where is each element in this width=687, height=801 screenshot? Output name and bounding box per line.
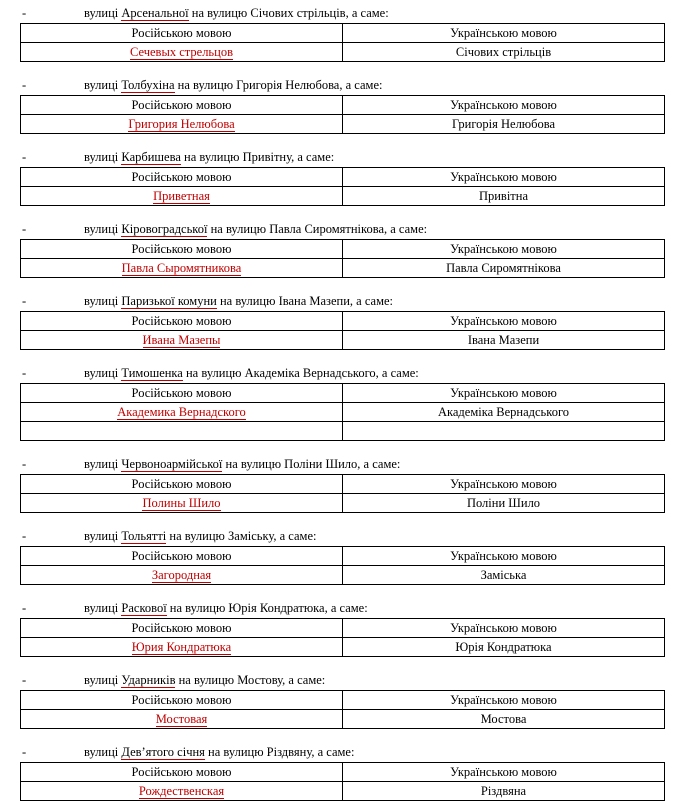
table-header-row xyxy=(21,24,665,43)
heading-old-street-name: Кіровоградської xyxy=(121,222,208,236)
cell-ukrainian-name: Поліни Шило xyxy=(343,494,665,513)
heading-new-street-name: Заміську xyxy=(228,529,274,543)
heading-new-street-name: Різдвяну xyxy=(266,745,312,759)
table-row xyxy=(21,782,665,801)
heading-connector: на вулицю xyxy=(175,673,238,687)
column-header-russian: Російською мовою xyxy=(21,619,343,638)
names-table xyxy=(20,762,665,801)
column-header-russian: Російською мовою xyxy=(21,24,343,43)
entry-heading-text xyxy=(84,150,687,164)
entry-heading xyxy=(0,673,687,687)
russian-name-text: Рождественская xyxy=(138,784,225,798)
russian-name-text: Ивана Мазепы xyxy=(142,333,221,347)
heading-new-street-name: Мостову xyxy=(237,673,283,687)
heading-old-street-name: Карбишева xyxy=(121,150,181,164)
table-header-row xyxy=(21,96,665,115)
heading-suffix: , а саме: xyxy=(273,529,317,543)
entry-heading xyxy=(0,529,687,543)
rename-entry xyxy=(0,745,687,801)
cell-ukrainian-name: Григорія Нелюбова xyxy=(343,115,665,134)
heading-old-street-name: Ударників xyxy=(121,673,176,687)
heading-prefix: вулиці xyxy=(84,366,122,380)
entry-bullet: - xyxy=(22,78,27,92)
table-header-row xyxy=(21,619,665,638)
rename-entry xyxy=(0,601,687,657)
heading-old-street-name: Арсенальної xyxy=(121,6,189,20)
entry-heading-text xyxy=(84,366,687,380)
russian-name-text: Полины Шило xyxy=(142,496,221,510)
entry-bullet: - xyxy=(22,457,27,471)
entry-heading xyxy=(0,222,687,236)
column-header-russian: Російською мовою xyxy=(21,168,343,187)
table-header-row xyxy=(21,384,665,403)
russian-name-text: Академика Вернадского xyxy=(117,405,246,419)
entry-heading-text xyxy=(84,78,687,92)
names-table xyxy=(20,239,665,278)
entry-heading-text xyxy=(84,6,687,20)
names-table xyxy=(20,95,665,134)
heading-connector: на вулицю xyxy=(182,366,245,380)
table-row xyxy=(21,710,665,729)
heading-old-street-name: Паризької комуни xyxy=(121,294,217,308)
column-header-russian: Російською мовою xyxy=(21,240,343,259)
cell-ukrainian-name: Різдвяна xyxy=(343,782,665,801)
entry-bullet: - xyxy=(22,222,27,236)
table-header-row xyxy=(21,168,665,187)
entry-heading-text xyxy=(84,673,687,687)
russian-name-text: Загородная xyxy=(151,568,212,582)
cell-empty-russian xyxy=(21,422,343,441)
rename-entry xyxy=(0,150,687,206)
entry-heading xyxy=(0,366,687,380)
column-header-russian: Російською мовою xyxy=(21,475,343,494)
entry-spacer xyxy=(0,278,687,294)
heading-prefix: вулиці xyxy=(84,150,122,164)
cell-ukrainian-name: Павла Сиромятнікова xyxy=(343,259,665,278)
heading-prefix: вулиці xyxy=(84,673,122,687)
rename-entry xyxy=(0,529,687,585)
heading-new-street-name: Івана Мазепи xyxy=(278,294,350,308)
cell-russian-name xyxy=(21,331,343,350)
entry-heading xyxy=(0,150,687,164)
heading-prefix: вулиці xyxy=(84,78,122,92)
names-table xyxy=(20,618,665,657)
entry-heading xyxy=(0,745,687,759)
table-row xyxy=(21,403,665,422)
cell-russian-name xyxy=(21,403,343,422)
names-table xyxy=(20,167,665,206)
entry-bullet: - xyxy=(22,601,27,615)
table-row-empty xyxy=(21,422,665,441)
names-table xyxy=(20,546,665,585)
entry-spacer xyxy=(0,134,687,150)
table-header-row xyxy=(21,475,665,494)
rename-entry xyxy=(0,673,687,729)
russian-name-text: Павла Сыромятникова xyxy=(121,261,242,275)
entry-heading-text xyxy=(84,745,687,759)
cell-russian-name xyxy=(21,494,343,513)
rename-entry xyxy=(0,457,687,513)
column-header-ukrainian: Українською мовою xyxy=(343,619,665,638)
heading-suffix: , а саме: xyxy=(357,457,401,471)
column-header-ukrainian: Українською мовою xyxy=(343,384,665,403)
rename-entry xyxy=(0,78,687,134)
entry-bullet: - xyxy=(22,529,27,543)
entry-heading-text xyxy=(84,222,687,236)
column-header-ukrainian: Українською мовою xyxy=(343,168,665,187)
heading-old-street-name: Дев’ятого січня xyxy=(121,745,205,759)
russian-name-text: Сечевых стрельцов xyxy=(130,45,233,59)
entry-spacer xyxy=(0,350,687,366)
table-header-row xyxy=(21,547,665,566)
cell-ukrainian-name: Мостова xyxy=(343,710,665,729)
rename-entry xyxy=(0,294,687,350)
names-table xyxy=(20,690,665,729)
heading-prefix: вулиці xyxy=(84,457,122,471)
entry-spacer xyxy=(0,513,687,529)
russian-name-text: Юрия Кондратюка xyxy=(131,640,232,654)
entry-heading-text xyxy=(84,529,687,543)
cell-russian-name xyxy=(21,43,343,62)
entry-heading xyxy=(0,457,687,471)
column-header-ukrainian: Українською мовою xyxy=(343,312,665,331)
heading-old-street-name: Толбухіна xyxy=(121,78,175,92)
column-header-ukrainian: Українською мовою xyxy=(343,763,665,782)
entry-spacer xyxy=(0,441,687,457)
heading-suffix: , а саме: xyxy=(384,222,428,236)
cell-empty-ukrainian xyxy=(343,422,665,441)
entry-spacer xyxy=(0,62,687,78)
heading-connector: на вулицю xyxy=(222,457,285,471)
table-row xyxy=(21,259,665,278)
heading-connector: на вулицю xyxy=(180,150,243,164)
heading-connector: на вулицю xyxy=(204,745,267,759)
heading-new-street-name: Привітну xyxy=(242,150,292,164)
column-header-ukrainian: Українською мовою xyxy=(343,240,665,259)
heading-connector: на вулицю xyxy=(174,78,237,92)
cell-ukrainian-name: Січових стрільців xyxy=(343,43,665,62)
table-header-row xyxy=(21,240,665,259)
entry-spacer xyxy=(0,729,687,745)
entry-bullet: - xyxy=(22,366,27,380)
rename-entry xyxy=(0,222,687,278)
table-header-row xyxy=(21,691,665,710)
heading-new-street-name: Поліни Шило xyxy=(284,457,358,471)
names-table xyxy=(20,474,665,513)
heading-prefix: вулиці xyxy=(84,222,122,236)
column-header-russian: Російською мовою xyxy=(21,96,343,115)
heading-new-street-name: Юрія Кондратюка xyxy=(228,601,325,615)
entry-spacer xyxy=(0,206,687,222)
heading-connector: на вулицю xyxy=(207,222,270,236)
cell-russian-name xyxy=(21,259,343,278)
column-header-ukrainian: Українською мовою xyxy=(343,547,665,566)
heading-connector: на вулицю xyxy=(166,529,229,543)
heading-old-street-name: Раскової xyxy=(121,601,167,615)
entry-heading-text xyxy=(84,294,687,308)
column-header-russian: Російською мовою xyxy=(21,691,343,710)
table-row xyxy=(21,494,665,513)
cell-russian-name xyxy=(21,638,343,657)
heading-new-street-name: Григорія Нелюбова xyxy=(236,78,340,92)
cell-ukrainian-name: Заміська xyxy=(343,566,665,585)
table-row xyxy=(21,566,665,585)
entry-bullet: - xyxy=(22,294,27,308)
entry-heading xyxy=(0,294,687,308)
column-header-russian: Російською мовою xyxy=(21,547,343,566)
table-row xyxy=(21,187,665,206)
heading-new-street-name: Павла Сиромятнікова xyxy=(269,222,384,236)
heading-old-street-name: Червоноармійської xyxy=(121,457,223,471)
entry-heading xyxy=(0,601,687,615)
entry-heading-text xyxy=(84,457,687,471)
entry-heading xyxy=(0,78,687,92)
heading-new-street-name: Січових стрільців xyxy=(250,6,346,20)
column-header-ukrainian: Українською мовою xyxy=(343,96,665,115)
table-row xyxy=(21,638,665,657)
entry-spacer xyxy=(0,585,687,601)
heading-suffix: , а саме: xyxy=(291,150,335,164)
heading-suffix: , а саме: xyxy=(345,6,389,20)
cell-russian-name xyxy=(21,187,343,206)
names-table xyxy=(20,383,665,441)
column-header-russian: Російською мовою xyxy=(21,384,343,403)
table-header-row xyxy=(21,312,665,331)
cell-russian-name xyxy=(21,782,343,801)
rename-entry xyxy=(0,6,687,62)
cell-russian-name xyxy=(21,115,343,134)
entry-bullet: - xyxy=(22,745,27,759)
column-header-russian: Російською мовою xyxy=(21,312,343,331)
heading-prefix: вулиці xyxy=(84,601,122,615)
column-header-ukrainian: Українською мовою xyxy=(343,691,665,710)
russian-name-text: Мостовая xyxy=(155,712,208,726)
heading-prefix: вулиці xyxy=(84,294,122,308)
heading-suffix: , а саме: xyxy=(349,294,394,308)
entry-bullet: - xyxy=(22,6,27,20)
heading-prefix: вулиці xyxy=(84,529,122,543)
heading-old-street-name: Тольятті xyxy=(121,529,167,543)
heading-prefix: вулиці xyxy=(84,745,122,759)
heading-suffix: , а саме: xyxy=(375,366,419,380)
heading-suffix: , а саме: xyxy=(311,745,355,759)
cell-ukrainian-name: Академіка Вернадського xyxy=(343,403,665,422)
heading-old-street-name: Тимошенка xyxy=(121,366,183,380)
cell-russian-name xyxy=(21,566,343,585)
names-table xyxy=(20,23,665,62)
entry-spacer xyxy=(0,657,687,673)
heading-suffix: , а саме: xyxy=(324,601,368,615)
table-row xyxy=(21,115,665,134)
cell-russian-name xyxy=(21,710,343,729)
cell-ukrainian-name: Юрія Кондратюка xyxy=(343,638,665,657)
russian-name-text: Приветная xyxy=(153,189,210,203)
column-header-ukrainian: Українською мовою xyxy=(343,475,665,494)
cell-ukrainian-name: Привітна xyxy=(343,187,665,206)
heading-connector: на вулицю xyxy=(166,601,229,615)
heading-prefix: вулиці xyxy=(84,6,122,20)
heading-connector: на вулицю xyxy=(216,294,279,308)
heading-suffix: , а саме: xyxy=(339,78,383,92)
entry-heading-text xyxy=(84,601,687,615)
column-header-russian: Російською мовою xyxy=(21,763,343,782)
table-row xyxy=(21,43,665,62)
rename-entry xyxy=(0,366,687,441)
heading-new-street-name: Академіка Вернадського xyxy=(244,366,376,380)
heading-suffix: , а саме: xyxy=(282,673,326,687)
column-header-ukrainian: Українською мовою xyxy=(343,24,665,43)
table-row xyxy=(21,331,665,350)
names-table xyxy=(20,311,665,350)
heading-connector: на вулицю xyxy=(188,6,251,20)
entry-heading xyxy=(0,6,687,20)
entry-bullet: - xyxy=(22,150,27,164)
table-header-row xyxy=(21,763,665,782)
entry-bullet: - xyxy=(22,673,27,687)
russian-name-text: Григория Нелюбова xyxy=(128,117,235,131)
cell-ukrainian-name: Івана Мазепи xyxy=(343,331,665,350)
